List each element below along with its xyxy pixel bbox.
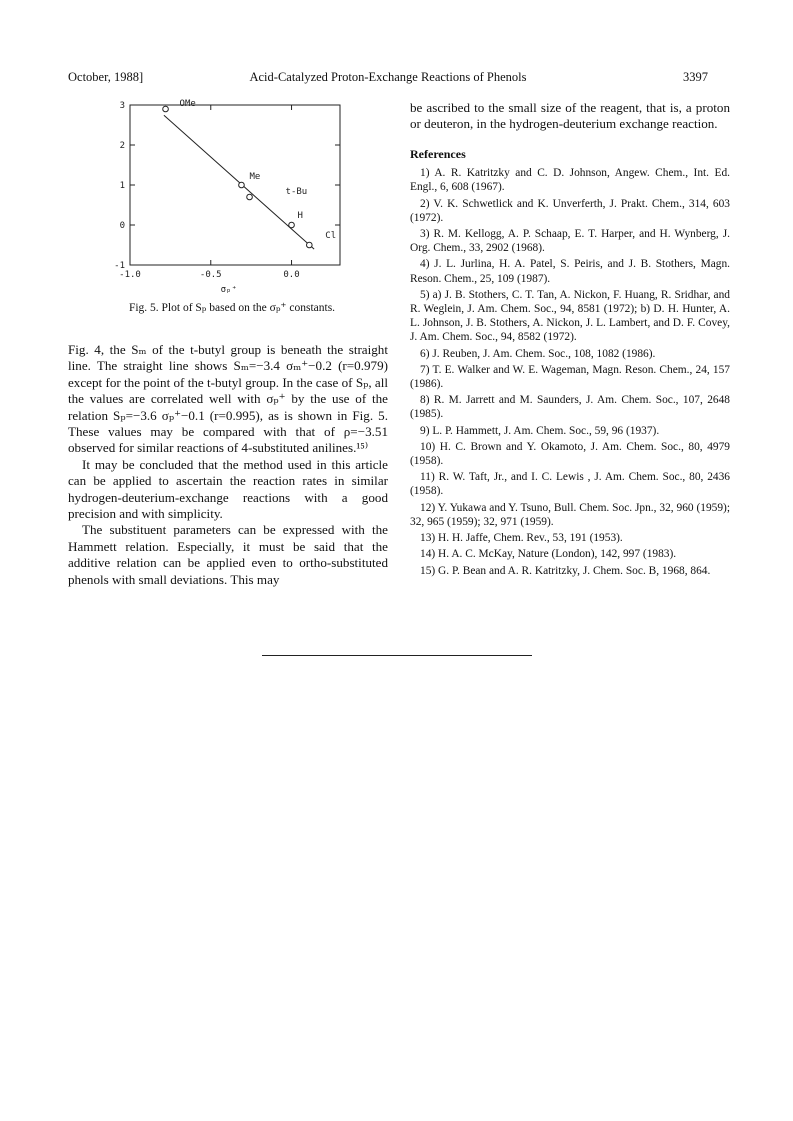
reference-item: 1) A. R. Katritzky and C. D. Johnson, Angew. Chem., Int. Ed. Engl., 6, 608 (1967). <box>410 167 730 194</box>
reference-item: 13) H. H. Jaffe, Chem. Rev., 53, 191 (1953). <box>420 532 623 545</box>
paragraph-1: Fig. 4, the Sₘ of the t-butyl group is beneath the straight line. The straight line shows Sₘ=−3.4 σₘ⁺−0.2 (r=0.979) except for the point of the t-butyl group. In the case of Sₚ, all the values are correlated well with σₚ⁺ by the use of the relation Sₚ=−3.6 σₚ⁺−0.1 (r=0.995), as is shown in Fig. 5. These values may be compared with that of ρ=−3.51 observed for similar reactions of 4-substituted anilines.¹⁵⁾ <box>68 342 388 456</box>
x-tick-label: -1.0 <box>119 270 141 280</box>
right-column <box>410 100 730 580</box>
reference-item: 4) J. L. Jurlina, H. A. Patel, S. Peiris, and J. B. Stothers, Magn. Reson. Chem., 25, 109 (1987). <box>410 258 730 285</box>
plot-frame <box>130 105 340 265</box>
data-point <box>307 242 313 248</box>
references-list <box>410 166 730 577</box>
header-title: Acid-Catalyzed Proton-Exchange Reactions of Phenols <box>249 70 527 84</box>
reference-item: 12) Y. Yukawa and Y. Tsuno, Bull. Chem. Soc. Jpn., 32, 960 (1959); 32, 965 (1959); 32, 971 (1959). <box>410 501 730 528</box>
y-tick-label: 0 <box>119 221 125 231</box>
y-tick-label: -1 <box>114 261 125 271</box>
x-tick-label: -0.5 <box>199 270 222 280</box>
end-rule <box>262 655 532 656</box>
reference-item: 9) L. P. Hammett, J. Am. Chem. Soc., 59, 96 (1937). <box>420 424 660 437</box>
data-point <box>247 194 253 200</box>
paragraph-continuation: be ascribed to the small size of the reagent, that is, a proton or deuteron, in the hydrogen-deuterium exchange reaction. <box>410 100 730 132</box>
page-number: 3397 <box>683 70 708 84</box>
x-tick-label: 0.0 <box>283 270 300 280</box>
regression-line <box>164 115 314 249</box>
header-date: October, 1988] <box>68 70 144 84</box>
scatter-chart <box>110 99 360 295</box>
reference-item: 10) H. C. Brown and Y. Okamoto, J. Am. Chem. Soc., 80, 4979 (1958). <box>410 440 730 468</box>
reference-item: 5) a) J. B. Stothers, C. T. Tan, A. Nickon, F. Huang, R. Sridhar, and R. Weglein, J. Am. Chem. Soc., 94, 8581 (1972); b) D. H. Hunter, A. L. Johnson, J. B. Stothers, A. Nickon, J. L. Lambert, and D. F. Covey, J. Am. Chem. Soc., 94, 8582 (1972). <box>410 288 730 344</box>
paragraph-2: It may be concluded that the method used in this article can be applied to ascertain the reaction rates in similar hydrogen-deuterium-exchange reactions with a good precision and with simplicity. <box>68 456 388 522</box>
left-column <box>68 342 388 588</box>
point-label: t-Bu <box>285 187 308 197</box>
reference-item: 11) R. W. Taft, Jr., and I. C. Lewis , J. Am. Chem. Soc., 80, 2436 (1958). <box>410 471 730 498</box>
point-label: H <box>297 211 303 221</box>
data-point <box>239 182 245 188</box>
figure-caption: Fig. 5. Plot of Sₚ based on the σₚ⁺ constants. <box>128 302 336 314</box>
running-header <box>68 70 708 88</box>
point-label: Me <box>249 172 261 182</box>
reference-item: 15) G. P. Bean and A. R. Katritzky, J. Chem. Soc. B, 1968, 864. <box>420 564 711 577</box>
paragraph-3: The substituent parameters can be expressed with the Hammett relation. Especially, it must be said that the additive relation can be applied even to ortho-substituted phenols with small deviations. This may <box>68 522 388 587</box>
reference-item: 2) V. K. Schwetlick and K. Unverferth, J. Prakt. Chem., 314, 603 (1972). <box>410 197 730 224</box>
reference-item: 7) T. E. Walker and W. E. Wageman, Magn. Reson. Chem., 24, 157 (1986). <box>410 363 730 391</box>
point-label: OMe <box>179 99 196 109</box>
point-label: Cl <box>325 231 337 241</box>
y-tick-label: 3 <box>119 101 125 111</box>
y-tick-label: 1 <box>119 181 125 191</box>
y-tick-label: 2 <box>119 141 125 151</box>
reference-item: 14) H. A. C. McKay, Nature (London), 142, 997 (1983). <box>420 548 677 561</box>
reference-item: 3) R. M. Kellogg, A. P. Schaap, E. T. Harper, and H. Wynberg, J. Org. Chem., 33, 2902 (1968). <box>410 228 730 255</box>
data-point <box>163 106 169 112</box>
x-axis-label: σₚ⁺ <box>220 285 237 295</box>
reference-item: 6) J. Reuben, J. Am. Chem. Soc., 108, 1082 (1986). <box>420 347 656 360</box>
reference-item: 8) R. M. Jarrett and M. Saunders, J. Am. Chem. Soc., 107, 2648 (1985). <box>410 394 730 421</box>
references-heading: References <box>410 146 466 161</box>
figure-5-plot <box>110 99 360 295</box>
data-point <box>289 222 295 228</box>
